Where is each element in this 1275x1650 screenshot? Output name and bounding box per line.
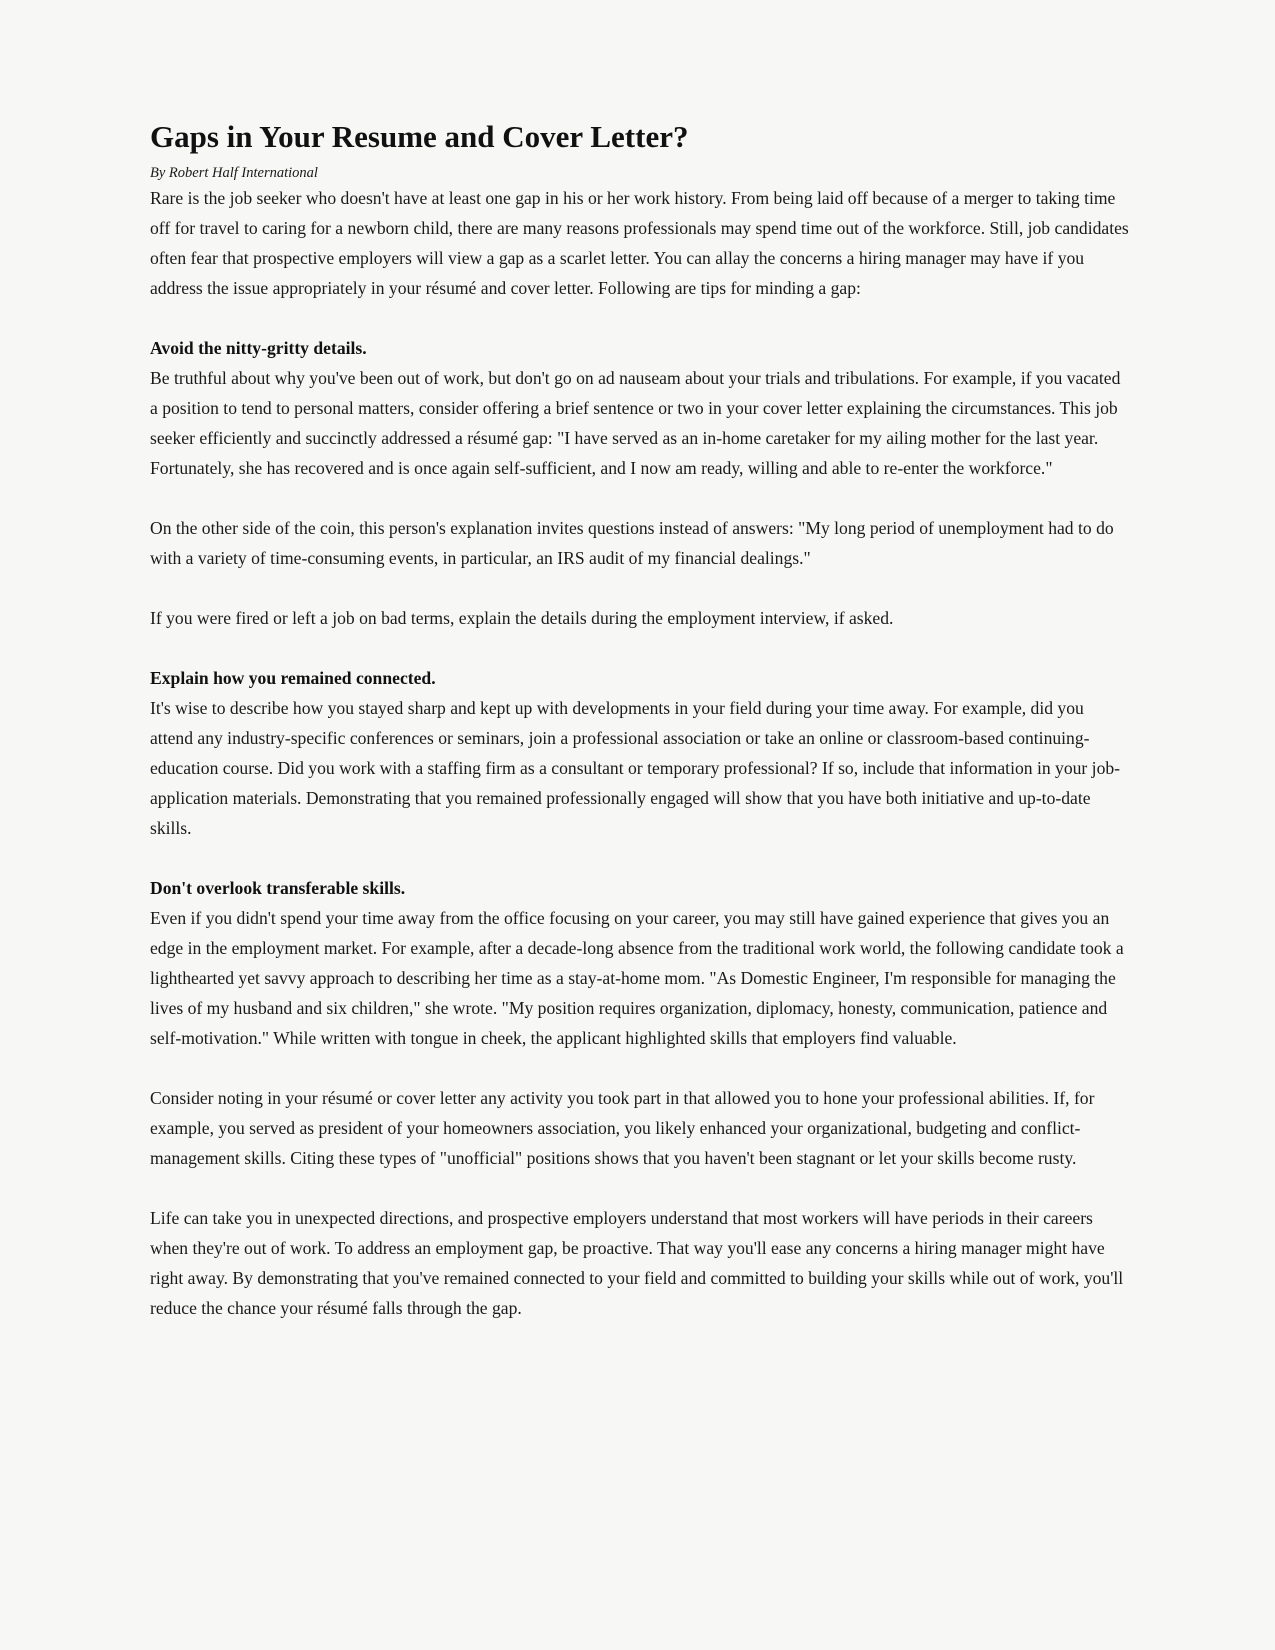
byline: By Robert Half International (150, 165, 318, 182)
paragraph: On the other side of the coin, this person's explanation invites questions instead of answers: "My long period of unemployment had to do with a variety of time-consuming events, in particular, an IRS audit of my financial dealings." (150, 517, 1114, 568)
document-title: Gaps in Your Resume and Cover Letter? (150, 119, 689, 154)
paragraph: If you were fired or left a job on bad terms, explain the details during the employment interview, if asked. (150, 607, 894, 628)
paragraph: Be truthful about why you've been out of work, but don't go on ad nauseam about your trials and tribulations. For example, if you vacated a position to tend to personal matters, consider offering a brief sentence or two in your cover letter explaining the circumstances. This job seeker efficiently and succinctly addressed a résumé gap: "I have served as an in-home caretaker for my ailing mother for the last year. Fortunately, she has recovered and is once again self-sufficient, and I now am ready, willing and able to re-enter the workforce." (150, 367, 1121, 478)
paragraph: Life can take you in unexpected directions, and prospective employers understand that most workers will have periods in their careers when they're out of work. To address an employment gap, be proactive. That way you'll ease any concerns a hiring manager might have right away. By demonstrating that you've remained connected to your field and committed to building your skills while out of work, you'll reduce the chance your résumé falls through the gap. (150, 1207, 1124, 1318)
paragraph: Even if you didn't spend your time away from the office focusing on your career, you may still have gained experience that gives you an edge in the employment market. For example, after a decade-long absence from the traditional work world, the following candidate took a lighthearted yet savvy approach to describing her time as a stay-at-home mom. "As Domestic Engineer, I'm responsible for managing the lives of my husband and six children," she wrote. "My position requires organization, diplomacy, honesty, communication, patience and self-motivation." While written with tongue in cheek, the applicant highlighted skills that employers find valuable. (150, 907, 1124, 1048)
intro-paragraph: Rare is the job seeker who doesn't have at least one gap in his or her work history. From being laid off because of a merger to taking time off for travel to caring for a newborn child, there are many reasons professionals may spend time out of the workforce. Still, job candidates often fear that prospective employers will view a gap as a scarlet letter. You can allay the concerns a hiring manager may have if you address the issue appropriately in your résumé and cover letter. Following are tips for minding a gap: (150, 187, 1129, 298)
paragraph: Consider noting in your résumé or cover letter any activity you took part in that allowed you to hone your professional abilities. If, for example, you served as president of your homeowners association, you likely enhanced your organizational, budgeting and conflict-management skills. Citing these types of "unofficial" positions shows that you haven't been stagnant or let your skills become rusty. (150, 1087, 1095, 1168)
paragraph: It's wise to describe how you stayed sharp and kept up with developments in your field during your time away. For example, did you attend any industry-specific conferences or seminars, join a professional association or take an online or classroom-based continuing-education course. Did you work with a staffing firm as a consultant or temporary professional? If so, include that information in your job-application materials. Demonstrating that you remained professionally engaged will show that you have both initiative and up-to-date skills. (150, 697, 1121, 838)
section-heading-avoid-details: Avoid the nitty-gritty details. (150, 337, 367, 358)
document-page (150, 118, 1130, 1323)
section-heading-remained-connected: Explain how you remained connected. (150, 667, 436, 688)
section-heading-transferable-skills: Don't overlook transferable skills. (150, 877, 406, 898)
